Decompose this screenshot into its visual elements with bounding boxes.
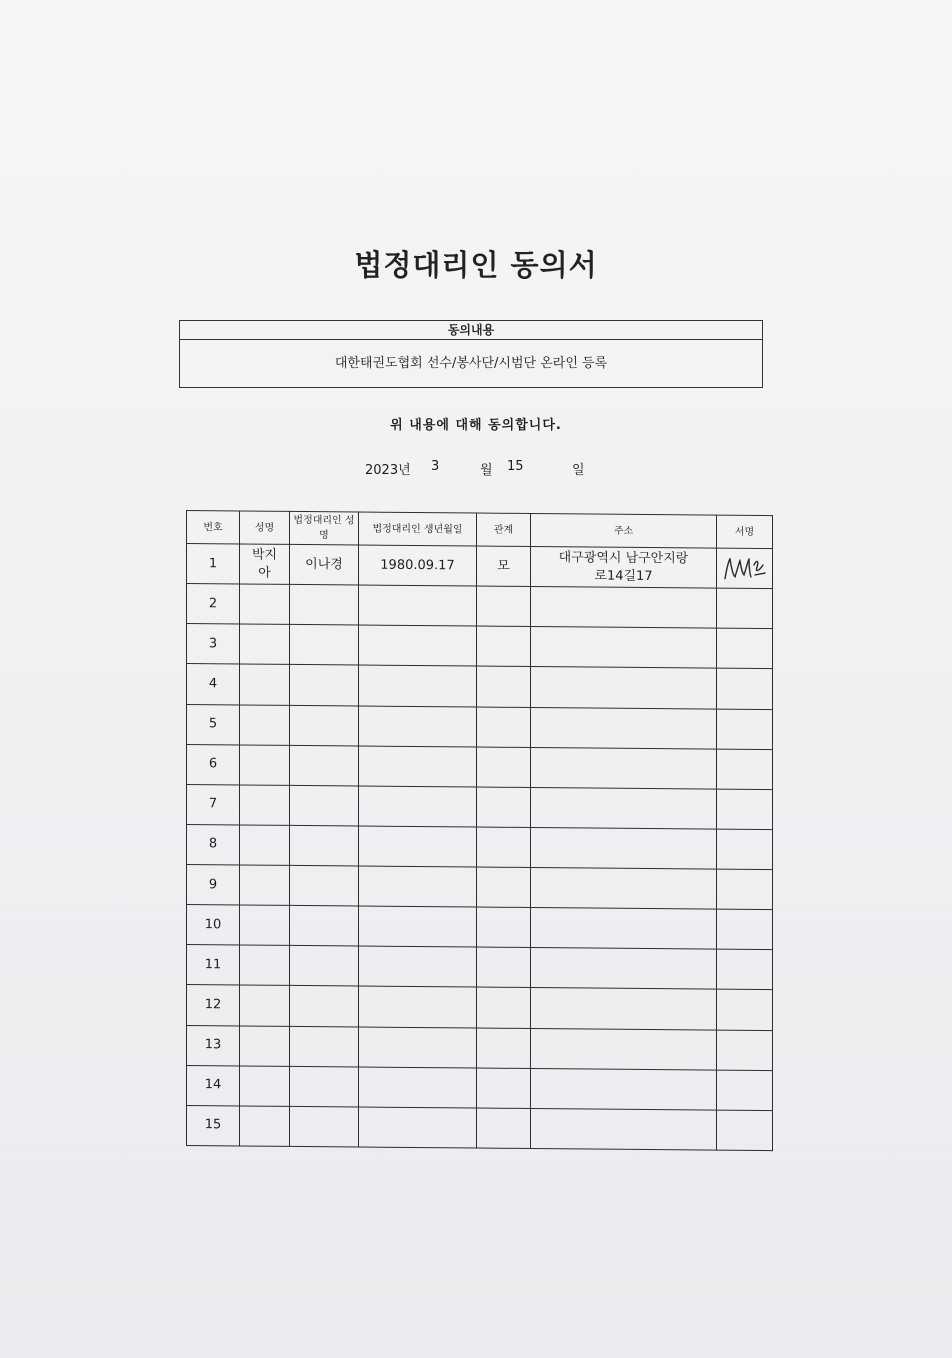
student-name-cell <box>240 865 290 906</box>
address-cell: 대구광역시 남구안지랑로14길17 <box>531 547 717 589</box>
row-number-cell: 3 <box>187 624 240 665</box>
address-cell <box>531 667 717 709</box>
student-name-cell <box>240 1025 290 1066</box>
header-guardian-birth: 법정대리인 생년월일 <box>359 512 477 546</box>
guardian-birth-cell <box>359 1067 477 1108</box>
student-name-cell <box>240 1106 290 1147</box>
guardian-birth-cell: 1980.09.17 <box>359 545 477 586</box>
address-cell <box>531 868 717 910</box>
consent-box <box>179 320 763 388</box>
address-cell <box>531 787 717 829</box>
signature-cell <box>717 548 773 589</box>
guardian-birth-cell <box>359 946 477 987</box>
student-name-cell <box>240 1066 290 1107</box>
table-row <box>187 744 773 789</box>
table-row <box>187 945 773 990</box>
address-cell <box>531 827 717 869</box>
table-body <box>187 544 773 1151</box>
row-number-cell: 7 <box>187 784 240 825</box>
row-number-cell: 13 <box>187 1025 240 1066</box>
relation-cell <box>477 947 531 988</box>
guardian-name-cell <box>290 785 359 826</box>
guardian-birth-cell <box>359 906 477 947</box>
table-row <box>187 704 773 749</box>
guardian-name-cell <box>290 825 359 866</box>
signature-cell <box>717 990 773 1031</box>
table-row <box>187 1105 773 1150</box>
signature-cell <box>717 1110 773 1151</box>
date-line <box>0 459 952 479</box>
student-name-cell <box>240 825 290 866</box>
row-number-cell: 14 <box>187 1065 240 1106</box>
row-number-cell: 6 <box>187 744 240 785</box>
address-cell <box>531 707 717 749</box>
student-name-cell <box>240 745 290 786</box>
student-name-cell <box>240 584 290 625</box>
header-name: 성명 <box>240 511 290 544</box>
signature-cell <box>717 1070 773 1111</box>
row-number-cell: 1 <box>187 544 240 585</box>
table-row <box>187 664 773 709</box>
student-name-cell <box>240 624 290 665</box>
guardian-birth-cell <box>359 746 477 787</box>
consent-header: 동의내용 <box>180 321 762 340</box>
student-name-cell <box>240 945 290 986</box>
relation-cell <box>477 827 531 868</box>
row-number-cell: 11 <box>187 945 240 986</box>
signature-cell <box>717 1030 773 1071</box>
guardian-name-cell <box>290 625 359 666</box>
address-cell <box>531 1068 717 1110</box>
relation-cell <box>477 747 531 788</box>
guardian-birth-cell <box>359 585 477 626</box>
table-row <box>187 584 773 629</box>
signature-cell <box>717 869 773 910</box>
table-row <box>187 824 773 869</box>
relation-cell <box>477 907 531 948</box>
guardian-birth-cell <box>359 786 477 827</box>
row-number-cell: 9 <box>187 865 240 906</box>
guardian-birth-cell <box>359 625 477 666</box>
table-row <box>187 784 773 829</box>
student-name-cell <box>240 905 290 946</box>
date-day-label: 일 <box>572 463 585 478</box>
guardian-name-cell <box>290 665 359 706</box>
relation-cell <box>477 1108 531 1149</box>
relation-cell <box>477 867 531 908</box>
table-row <box>187 544 773 589</box>
date-month-label: 월 <box>480 463 493 478</box>
guardian-birth-cell <box>359 665 477 706</box>
table-row <box>187 985 773 1030</box>
student-name-cell <box>240 664 290 705</box>
signature-cell <box>717 709 773 750</box>
address-cell <box>531 747 717 789</box>
address-cell <box>531 1028 717 1070</box>
document-title: 법정대리인 동의서 <box>354 248 598 282</box>
guardian-name-cell <box>290 585 359 626</box>
guardian-name-cell: 이나경 <box>290 544 359 585</box>
signature-cell <box>717 789 773 830</box>
guardian-birth-cell <box>359 1027 477 1068</box>
relation-cell: 모 <box>477 546 531 587</box>
relation-cell <box>477 787 531 828</box>
relation-cell <box>477 987 531 1028</box>
relation-cell <box>477 586 531 627</box>
guardian-name-cell <box>290 946 359 987</box>
signature-cell <box>717 588 773 629</box>
address-cell <box>531 908 717 950</box>
address-cell <box>531 1108 717 1150</box>
signature-cell <box>717 949 773 990</box>
header-relation: 관계 <box>477 513 531 546</box>
date-day: 15 <box>507 459 524 474</box>
signature-cell <box>717 749 773 790</box>
student-name-cell <box>240 985 290 1026</box>
row-number-cell: 4 <box>187 664 240 705</box>
guardian-name-cell <box>290 986 359 1027</box>
table-row <box>187 905 773 950</box>
guardian-birth-cell <box>359 706 477 747</box>
row-number-cell: 15 <box>187 1105 240 1146</box>
guardian-birth-cell <box>359 986 477 1027</box>
guardian-name-cell <box>290 745 359 786</box>
guardian-name-cell <box>290 1106 359 1147</box>
relation-cell <box>477 707 531 748</box>
guardian-name-cell <box>290 1066 359 1107</box>
row-number-cell: 10 <box>187 905 240 946</box>
handwritten-signature-icon <box>717 552 772 584</box>
header-address: 주소 <box>531 514 717 549</box>
student-name-cell: 박지아 <box>240 544 290 585</box>
relation-cell <box>477 1028 531 1069</box>
address-cell <box>531 627 717 669</box>
header-signature: 서명 <box>717 515 773 548</box>
guardian-birth-cell <box>359 866 477 907</box>
address-cell <box>531 948 717 990</box>
guardian-name-cell <box>290 1026 359 1067</box>
relation-cell <box>477 1068 531 1109</box>
table-header-row <box>187 511 773 549</box>
row-number-cell: 8 <box>187 824 240 865</box>
table-row <box>187 624 773 669</box>
header-guardian-name: 법정대리인 성명 <box>290 511 359 545</box>
guardian-name-cell <box>290 705 359 746</box>
student-name-cell <box>240 785 290 826</box>
guardian-table <box>186 510 773 1151</box>
address-cell <box>531 587 717 629</box>
date-year: 2023년 <box>365 463 411 478</box>
relation-cell <box>477 666 531 707</box>
signature-cell <box>717 669 773 710</box>
header-no: 번호 <box>187 511 240 544</box>
table-row <box>187 1025 773 1070</box>
signature-cell <box>717 829 773 870</box>
guardian-name-cell <box>290 906 359 947</box>
row-number-cell: 2 <box>187 584 240 625</box>
row-number-cell: 5 <box>187 704 240 745</box>
signature-cell <box>717 909 773 950</box>
student-name-cell <box>240 704 290 745</box>
table-row <box>187 865 773 910</box>
row-number-cell: 12 <box>187 985 240 1026</box>
agreement-statement: 위 내용에 대해 동의합니다. <box>390 418 562 433</box>
guardian-name-cell <box>290 865 359 906</box>
consent-text: 대한태권도협회 선수/봉사단/시범단 온라인 등록 <box>334 356 608 371</box>
date-month: 3 <box>431 459 440 474</box>
guardian-birth-cell <box>359 1107 477 1148</box>
guardian-birth-cell <box>359 826 477 867</box>
relation-cell <box>477 626 531 667</box>
address-cell <box>531 988 717 1030</box>
signature-cell <box>717 628 773 669</box>
table-row <box>187 1065 773 1110</box>
